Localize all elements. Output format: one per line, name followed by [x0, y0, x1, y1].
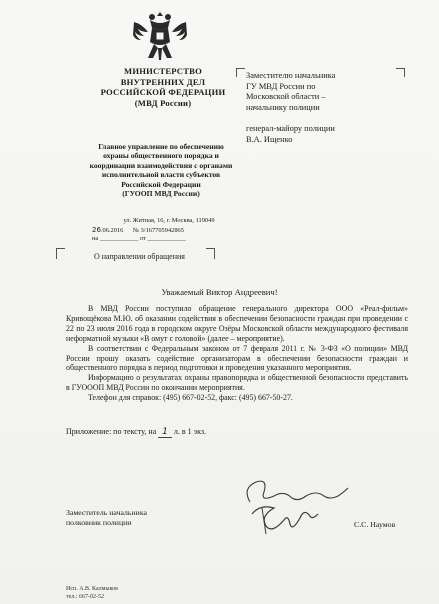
signatory-position: Заместитель начальника полковник полиции — [66, 508, 147, 527]
outgoing-date-number — [92, 226, 184, 234]
outgoing-number: 3/167705942865 — [140, 227, 184, 234]
sender-address: ул. Житная, 16, г. Москва, 119049 — [123, 217, 215, 224]
department-name: Главное управление по обеспечению охраны общественного порядка и координации взаимодействия с органами исполнительной власти субъектов Российской Федерации (ГУООП МВД России) — [89, 142, 233, 199]
attachment-pages-handwritten: 1 — [158, 427, 172, 438]
date-handwritten: 26 — [92, 226, 101, 234]
ministry-name: МИНИСТЕРСТВО ВНУТРЕННИХ ДЕЛ РОССИЙСКОЙ ФЕДЕРАЦИИ (МВД России) — [100, 66, 226, 108]
subject-bracket-left — [56, 248, 65, 259]
recipient-block: Заместителю начальника ГУ МВД России по Московской области – начальнику полиции генерал-майору полиции В.А. Ищенко — [246, 71, 336, 144]
date-printed: .06.2016 — [100, 227, 124, 234]
executor-info: Исп. А.В. Калмыков тел.: 667-02-52 — [66, 586, 118, 600]
greeting: Уважаемый Виктор Андреевич! — [161, 287, 278, 297]
body-paragraph: Телефон для справок: (495) 667-02-52, факс: (495) 667-50-27. — [88, 393, 293, 403]
eagle-emblem-icon — [130, 8, 190, 66]
body-paragraph: В соответствии с Федеральным законом от 7 февраля 2011 г. № 3-ФЗ «О полиции» МВД России прошу оказать содействие организаторам в обеспечении безопасности граждан и общественного порядка в период подготовки и проведения указанного мероприятия. — [66, 343, 408, 373]
subject-bracket-right — [206, 248, 215, 259]
reference-line: на ____________ от ____________ — [92, 235, 186, 242]
letter-body — [66, 304, 408, 403]
signatory-name: С.С. Наумов — [354, 520, 396, 529]
body-paragraph: Информацию о результатах охраны правопорядка и общественной безопасности представить в ГУОООП МВД России по окончании мероприятия. — [66, 373, 408, 393]
recipient-bracket-left — [236, 68, 245, 77]
handwritten-signature — [232, 462, 362, 542]
attachment-line: Приложение: по тексту, на 1 л. в 1 экз. — [66, 427, 207, 437]
body-paragraph: В МВД России поступило обращение генерального директора ООО «Реал-фильм» Кривощёкова М.Ю. об оказании содействия в обеспечении безопасности граждан при проведении с 22 по 23 июля 2016 года в городском округе Озёры Московской области международного фестиваля неформатной музыки «В омут с головой» (далее – мероприятие). — [66, 304, 408, 343]
letter-subject: О направлении обращения — [94, 252, 185, 261]
number-label: № — [132, 227, 139, 234]
